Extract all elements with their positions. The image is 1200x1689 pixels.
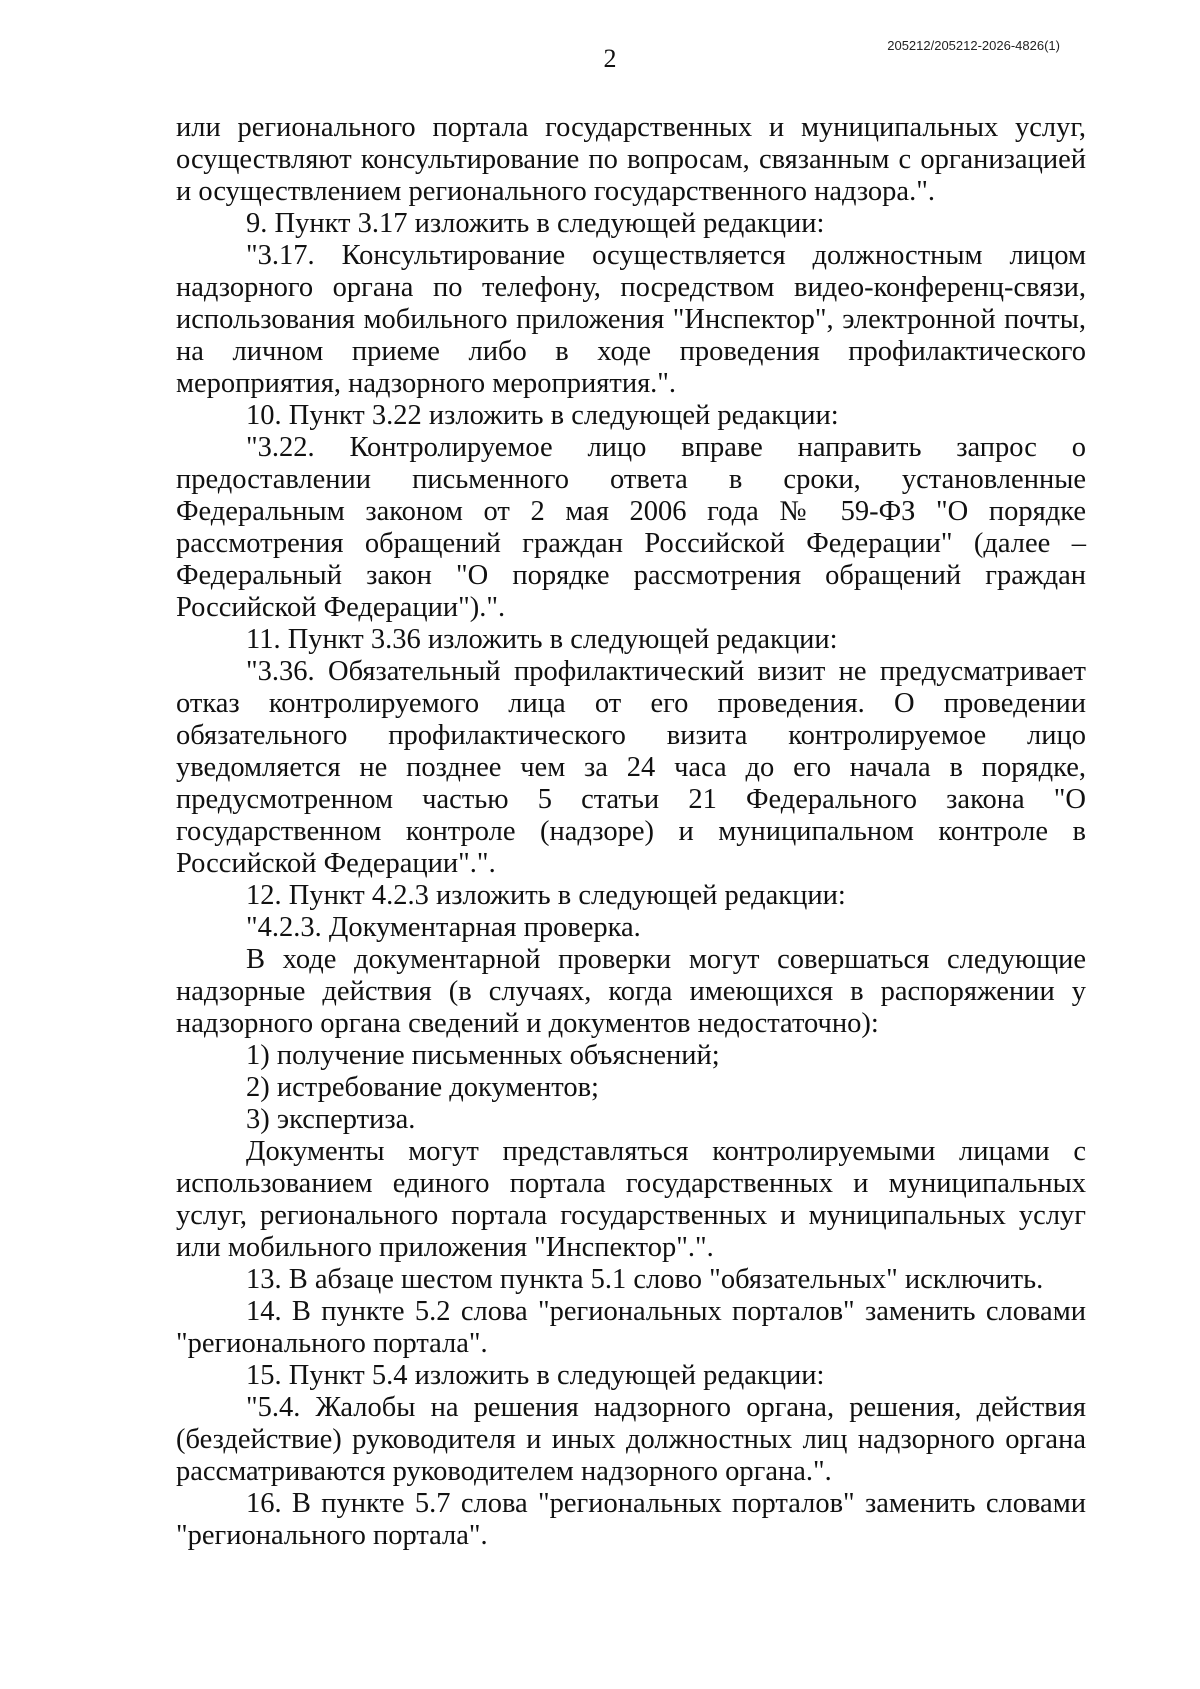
paragraph: Документы могут представляться контролируемыми лицами с использованием единого портала государственных и муниципальных услуг, регионального портала государственных и муниципальных услуг или мобильного приложения "Инспектор".". bbox=[176, 1136, 1086, 1263]
paragraph: "3.36. Обязательный профилактический визит не предусматривает отказ контролируемого лица от его проведения. О проведении обязательного профилактического визита контролируемое лицо уведомляется не позднее чем за 24 часа до его начала в порядке, предусмотренном частью 5 статьи 21 Федерального закона "О государственном контроле (надзоре) и муниципальном контроле в Российской Федерации".". bbox=[176, 656, 1086, 879]
paragraph: "4.2.3. Документарная проверка. bbox=[246, 912, 641, 943]
list-item: 2) истребование документов; bbox=[246, 1072, 599, 1103]
paragraph: 15. Пункт 5.4 изложить в следующей редакции: bbox=[246, 1360, 825, 1391]
document-id: 205212/205212-2026-4826(1) bbox=[887, 38, 1060, 53]
paragraph: 10. Пункт 3.22 изложить в следующей редакции: bbox=[246, 400, 839, 431]
paragraph: В ходе документарной проверки могут совершаться следующие надзорные действия (в случаях, когда имеющихся в распоряжении у надзорного органа сведений и документов недостаточно): bbox=[176, 944, 1086, 1039]
paragraph: 13. В абзаце шестом пункта 5.1 слово "обязательных" исключить. bbox=[246, 1264, 1044, 1295]
paragraph: 16. В пункте 5.7 слова "региональных порталов" заменить словами "регионального портала". bbox=[176, 1488, 1086, 1551]
paragraph: "3.17. Консультирование осуществляется должностным лицом надзорного органа по телефону, посредством видео-конференц-связи, использования мобильного приложения "Инспектор", электронной почты, на личном приеме либо в ходе проведения профилактического мероприятия, надзорного мероприятия.". bbox=[176, 240, 1086, 399]
paragraph: "3.22. Контролируемое лицо вправе направить запрос о предоставлении письменного ответа в сроки, установленные Федеральным законом от 2 мая 2006 года № 59-ФЗ "О порядке рассмотрения обращений граждан Российской Федерации" (далее – Федеральный закон "О порядке рассмотрения обращений граждан Российской Федерации").". bbox=[176, 432, 1086, 623]
page-number: 2 bbox=[603, 44, 617, 73]
document-body bbox=[176, 112, 1086, 1552]
paragraph: 11. Пункт 3.36 изложить в следующей редакции: bbox=[246, 624, 838, 655]
list-item: 1) получение письменных объяснений; bbox=[246, 1040, 720, 1071]
list-item: 3) экспертиза. bbox=[246, 1104, 416, 1135]
paragraph: 9. Пункт 3.17 изложить в следующей редакции: bbox=[246, 208, 825, 239]
paragraph: "5.4. Жалобы на решения надзорного органа, решения, действия (бездействие) руководителя и иных должностных лиц надзорного органа рассматриваются руководителем надзорного органа.". bbox=[176, 1392, 1086, 1487]
paragraph: или регионального портала государственных и муниципальных услуг, осуществляют консультирование по вопросам, связанным с организацией и осуществлением регионального государственного надзора.". bbox=[176, 112, 1086, 207]
paragraph: 12. Пункт 4.2.3 изложить в следующей редакции: bbox=[246, 880, 846, 911]
paragraph: 14. В пункте 5.2 слова "региональных порталов" заменить словами "регионального портала". bbox=[176, 1296, 1086, 1359]
